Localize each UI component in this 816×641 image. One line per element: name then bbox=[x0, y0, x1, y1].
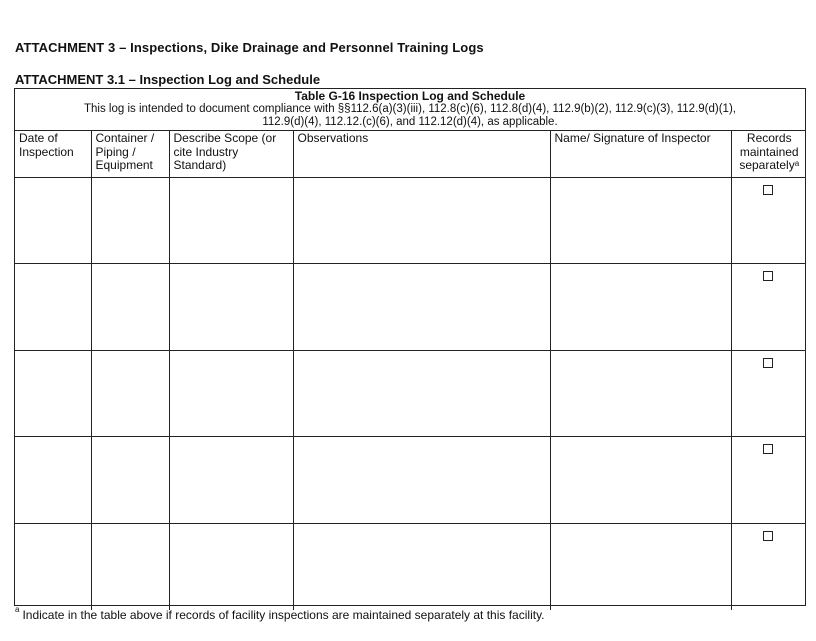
container-cell[interactable] bbox=[91, 437, 169, 524]
scope-cell[interactable] bbox=[169, 350, 293, 437]
table-row bbox=[15, 437, 805, 524]
records-cell bbox=[731, 350, 805, 437]
scope-cell[interactable] bbox=[169, 177, 293, 264]
table-header-block bbox=[15, 89, 805, 131]
inspector-cell[interactable] bbox=[550, 264, 731, 351]
column-header-row bbox=[15, 131, 805, 177]
date-cell[interactable] bbox=[15, 264, 91, 351]
observations-cell[interactable] bbox=[293, 350, 550, 437]
col-header-observations: Observations bbox=[293, 131, 550, 177]
container-cell[interactable] bbox=[91, 350, 169, 437]
col-header-inspector: Name/ Signature of Inspector bbox=[550, 131, 731, 177]
inspector-cell[interactable] bbox=[550, 177, 731, 264]
container-cell[interactable] bbox=[91, 523, 169, 610]
scope-cell[interactable] bbox=[169, 437, 293, 524]
records-checkbox[interactable] bbox=[763, 531, 773, 541]
table-row bbox=[15, 523, 805, 610]
footnote-marker: a bbox=[794, 159, 800, 168]
scope-cell[interactable] bbox=[169, 264, 293, 351]
date-cell[interactable] bbox=[15, 177, 91, 264]
footnote-text: Indicate in the table above if records of facility inspections are maintained separately at this facility. bbox=[22, 608, 545, 622]
observations-cell[interactable] bbox=[293, 264, 550, 351]
footnote-marker-label: a bbox=[15, 605, 20, 614]
observations-cell[interactable] bbox=[293, 177, 550, 264]
inspector-cell[interactable] bbox=[550, 437, 731, 524]
inspection-log-table bbox=[14, 88, 806, 606]
table-row bbox=[15, 177, 805, 264]
records-cell bbox=[731, 177, 805, 264]
col-header-container: Container / Piping / Equipment bbox=[91, 131, 169, 177]
table-row bbox=[15, 264, 805, 351]
observations-cell[interactable] bbox=[293, 437, 550, 524]
table-caption: Table G-16 Inspection Log and Schedule bbox=[294, 89, 526, 103]
date-cell[interactable] bbox=[15, 437, 91, 524]
attachment-title: ATTACHMENT 3 – Inspections, Dike Drainage and Personnel Training Logs bbox=[15, 40, 484, 55]
records-cell bbox=[731, 264, 805, 351]
inspector-cell[interactable] bbox=[550, 350, 731, 437]
date-cell[interactable] bbox=[15, 350, 91, 437]
col-header-records-label: Records maintained separately bbox=[739, 131, 799, 172]
col-header-scope: Describe Scope (or cite Industry Standard) bbox=[169, 131, 293, 177]
date-cell[interactable] bbox=[15, 523, 91, 610]
footnote bbox=[15, 605, 545, 622]
table-description: This log is intended to document compliance with §§112.6(a)(3)(iii), 112.8(c)(6), 112.8(d)(4), 112.9(b)(2), 112.9(c)(3), 112.9(d)(1), 112.9(d)(4), 112.12.(c)(6), and 112.12(d)(4), as applicable. bbox=[84, 103, 736, 128]
table-row bbox=[15, 350, 805, 437]
container-cell[interactable] bbox=[91, 177, 169, 264]
observations-cell[interactable] bbox=[293, 523, 550, 610]
records-cell bbox=[731, 523, 805, 610]
col-header-records bbox=[731, 131, 805, 177]
records-checkbox[interactable] bbox=[763, 358, 773, 368]
scope-cell[interactable] bbox=[169, 523, 293, 610]
records-checkbox[interactable] bbox=[763, 185, 773, 195]
section-title: ATTACHMENT 3.1 – Inspection Log and Schedule bbox=[15, 72, 321, 87]
records-cell bbox=[731, 437, 805, 524]
log-grid bbox=[15, 131, 805, 610]
records-checkbox[interactable] bbox=[763, 444, 773, 454]
records-checkbox[interactable] bbox=[763, 271, 773, 281]
container-cell[interactable] bbox=[91, 264, 169, 351]
col-header-date: Date of Inspection bbox=[15, 131, 91, 177]
inspector-cell[interactable] bbox=[550, 523, 731, 610]
